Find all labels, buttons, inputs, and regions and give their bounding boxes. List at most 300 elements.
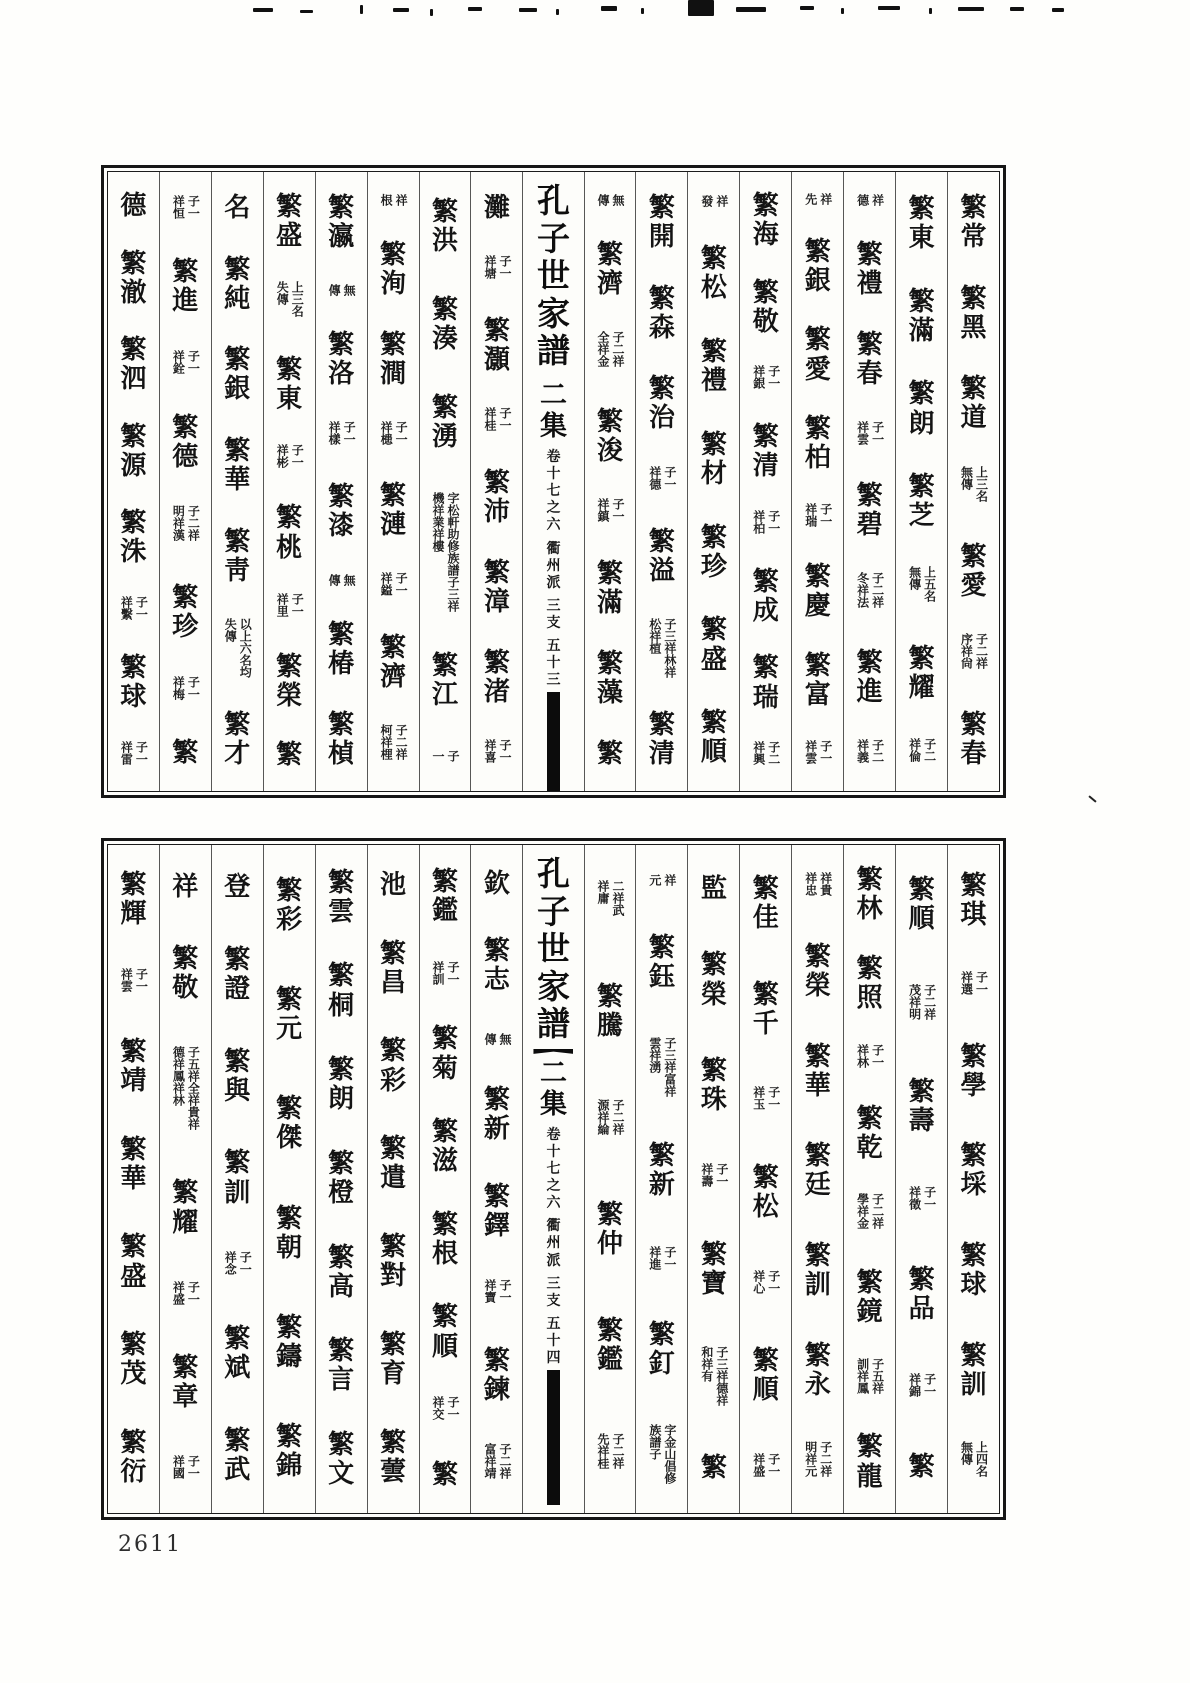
person-name: 繁銀 bbox=[804, 237, 831, 297]
person-name: 繁瑞 bbox=[752, 653, 779, 713]
annotation-note: 子二祥學祥金 bbox=[855, 1193, 885, 1230]
person-name: 繁鑄 bbox=[276, 1312, 303, 1372]
scan-artifact bbox=[1010, 7, 1024, 11]
annotation-note: 子二祥富祥靖 bbox=[482, 1442, 512, 1479]
person-name: 繁順 bbox=[908, 874, 935, 934]
genealogy-column bbox=[108, 845, 159, 1513]
person-name: 繁漆 bbox=[328, 482, 355, 542]
person-name: 繁衍 bbox=[120, 1427, 147, 1488]
person-name: 繁 bbox=[276, 739, 303, 770]
chapter-label: 卷十七之六 bbox=[546, 1126, 561, 1212]
person-name: 繁慶 bbox=[804, 562, 831, 622]
person-name: 繁松 bbox=[700, 243, 727, 304]
genealogy-column bbox=[947, 845, 999, 1513]
scan-artifact bbox=[393, 8, 409, 12]
person-name: 繁鏡 bbox=[856, 1268, 883, 1328]
annotation-note: 子三祥德祥和祥有 bbox=[699, 1346, 729, 1407]
annotation-note: 子二祥義 bbox=[855, 739, 885, 764]
genealogy-column bbox=[843, 172, 895, 791]
annotation-note: 子二祥全祥金 bbox=[595, 330, 625, 367]
person-name: 繁遣 bbox=[380, 1134, 407, 1194]
genealogy-block-bottom bbox=[101, 838, 1006, 1520]
annotation-note: 子一祥壽 bbox=[699, 1163, 729, 1188]
genealogy-column bbox=[315, 845, 367, 1513]
annotation-note: 子一祥徵 bbox=[907, 1186, 937, 1211]
person-name: 繁開 bbox=[648, 193, 675, 253]
person-name: 繁橙 bbox=[328, 1148, 355, 1208]
person-name: 繁榮 bbox=[804, 942, 831, 1002]
genealogy-column bbox=[315, 172, 367, 791]
genealogy-column bbox=[635, 172, 687, 791]
person-name: 繁訓 bbox=[224, 1148, 251, 1208]
annotation-note: 祥發 bbox=[699, 195, 729, 208]
person-name: 監 bbox=[700, 873, 727, 904]
annotation-note: 子二祥明祥元 bbox=[803, 1441, 833, 1478]
person-name: 繁 bbox=[431, 1459, 458, 1490]
annotation-note: 子一祥繫 bbox=[119, 595, 149, 620]
person-name: 繁根 bbox=[431, 1209, 458, 1269]
person-name: 繁言 bbox=[328, 1336, 355, 1396]
genealogy-column bbox=[791, 172, 843, 791]
person-name: 繁海 bbox=[752, 191, 779, 251]
annotation-note: 子一祥選 bbox=[959, 971, 989, 996]
person-name: 繁鈺 bbox=[648, 932, 675, 992]
annotation-note: 子一 bbox=[431, 750, 460, 763]
person-name: 繁靑 bbox=[224, 526, 251, 586]
annotation-note: 子一祥進 bbox=[647, 1245, 677, 1270]
person-name: 繁鍊 bbox=[483, 1345, 510, 1405]
genealogy-column bbox=[584, 845, 636, 1513]
annotation-note: 子一祥雲 bbox=[803, 739, 833, 764]
genealogy-column bbox=[470, 845, 522, 1513]
person-name: 繁松 bbox=[752, 1162, 779, 1223]
person-name: 繁壽 bbox=[908, 1077, 935, 1137]
branch-label: 衢州派 bbox=[546, 1218, 561, 1269]
person-name: 繁敬 bbox=[752, 277, 779, 337]
person-name: 繁品 bbox=[908, 1264, 935, 1324]
person-name: 繁春 bbox=[856, 329, 883, 389]
person-name: 繁碧 bbox=[856, 481, 883, 541]
annotation-note: 子一祥梅 bbox=[171, 675, 201, 700]
person-name: 繁朗 bbox=[328, 1055, 355, 1115]
annotation-note: 字金山倡修族譜子 bbox=[647, 1424, 677, 1485]
genealogy-column bbox=[470, 172, 522, 791]
person-name: 繁椿 bbox=[328, 619, 355, 679]
person-name: 繁武 bbox=[224, 1425, 251, 1485]
person-name: 繁育 bbox=[380, 1330, 407, 1390]
folio-number: 五十三 bbox=[546, 637, 561, 689]
genealogy-column bbox=[687, 172, 739, 791]
scan-artifact bbox=[253, 8, 273, 12]
person-name: 繁珍 bbox=[172, 582, 199, 642]
person-name: 繁洪 bbox=[431, 196, 458, 257]
person-name: 繁靖 bbox=[120, 1037, 147, 1097]
annotation-note: 上五名無傳 bbox=[907, 565, 937, 602]
book-title: 孔子世家譜 bbox=[536, 181, 570, 371]
person-name: 繁芝 bbox=[908, 472, 935, 532]
title-column bbox=[522, 845, 583, 1513]
person-name: 繁盛 bbox=[700, 615, 727, 675]
person-name: 繁清 bbox=[752, 422, 779, 482]
annotation-note: 子一祥雲 bbox=[855, 420, 885, 445]
annotation-note: 子二祥柯祥梩 bbox=[379, 724, 409, 761]
person-name: 繁黑 bbox=[960, 283, 987, 343]
annotation-note: 祥德 bbox=[855, 193, 885, 206]
person-name: 繁進 bbox=[172, 257, 199, 317]
annotation-note: 祥先 bbox=[803, 193, 833, 206]
person-name: 繁千 bbox=[752, 979, 779, 1039]
person-name: 繁桐 bbox=[328, 961, 355, 1021]
annotation-note: 子一祥槵 bbox=[379, 420, 409, 445]
genealogy-column bbox=[211, 172, 263, 791]
person-name: 繁順 bbox=[431, 1302, 458, 1362]
scan-artifact bbox=[360, 5, 363, 14]
person-name: 繁常 bbox=[960, 193, 987, 253]
person-name: 繁榮 bbox=[700, 950, 727, 1010]
person-name: 繁灝 bbox=[483, 315, 510, 375]
annotation-note: 子一祥交 bbox=[431, 1396, 460, 1421]
person-name: 繁廷 bbox=[804, 1141, 831, 1201]
person-name: 繁森 bbox=[648, 283, 675, 343]
person-name: 繁鑑 bbox=[596, 1316, 623, 1376]
person-name: 繁元 bbox=[276, 984, 303, 1044]
person-name: 繁漣 bbox=[380, 481, 407, 541]
person-name: 繁朗 bbox=[908, 379, 935, 439]
person-name: 繁盛 bbox=[120, 1232, 147, 1292]
person-name: 繁清 bbox=[648, 709, 675, 769]
person-name: 繁新 bbox=[648, 1141, 675, 1201]
annotation-note: 子二祥序祥尙 bbox=[959, 633, 989, 670]
person-name: 繁洵 bbox=[380, 239, 407, 299]
annotation-note: 子二祥明祥漢 bbox=[171, 505, 201, 542]
person-name: 繁純 bbox=[224, 254, 251, 314]
person-name: 繁斌 bbox=[224, 1323, 251, 1384]
genealogy-column bbox=[367, 172, 419, 791]
annotation-note: 無傳 bbox=[482, 1033, 512, 1046]
annotation-note: 子一祥德 bbox=[647, 465, 677, 490]
person-name: 繁滋 bbox=[431, 1117, 458, 1177]
scan-artifact bbox=[878, 6, 900, 10]
annotation-note: 子二祥茂祥明 bbox=[907, 983, 937, 1020]
person-name: 繁球 bbox=[960, 1240, 987, 1301]
person-name: 繁珠 bbox=[700, 1056, 727, 1116]
person-name: 繁訓 bbox=[960, 1340, 987, 1400]
annotation-note: 子一祥喜 bbox=[482, 739, 512, 764]
annotation-note: 子一祥念 bbox=[223, 1251, 253, 1276]
annotation-note: 子三祥富祥雲祥湧 bbox=[647, 1037, 677, 1098]
annotation-note: 上三名無傳 bbox=[959, 465, 989, 502]
annotation-note: 子一祥盛 bbox=[751, 1453, 781, 1478]
person-name: 繁華 bbox=[120, 1134, 147, 1194]
annotation-note: 子一祥訓 bbox=[431, 960, 460, 985]
person-name: 繁桃 bbox=[276, 503, 303, 563]
person-name: 繁乾 bbox=[856, 1103, 883, 1163]
scan-artifact bbox=[1088, 795, 1096, 802]
annotation-note: 上四名無傳 bbox=[959, 1441, 989, 1478]
person-name: 繁成 bbox=[752, 566, 779, 627]
person-name: 繁志 bbox=[483, 936, 510, 996]
person-name: 繁與 bbox=[224, 1046, 251, 1106]
genealogy-block-bottom-columns bbox=[107, 844, 1000, 1514]
person-name: 繁順 bbox=[700, 708, 727, 768]
person-name: 繁榮 bbox=[276, 651, 303, 711]
genealogy-column bbox=[947, 172, 999, 791]
person-name: 繁敬 bbox=[172, 943, 199, 1003]
annotation-note: 子一祥彬 bbox=[275, 444, 305, 469]
scan-artifact bbox=[468, 7, 482, 11]
scan-artifact bbox=[736, 7, 766, 12]
annotation-note: 祥根 bbox=[379, 193, 409, 206]
person-name: 繁寶 bbox=[700, 1239, 727, 1299]
person-name: 繁球 bbox=[120, 653, 147, 713]
person-name: 繁仲 bbox=[596, 1200, 623, 1260]
person-name: 繁文 bbox=[328, 1429, 355, 1490]
person-name: 繁耀 bbox=[908, 644, 935, 704]
person-name: 繁昌 bbox=[380, 938, 407, 998]
column-end-bar bbox=[547, 1370, 560, 1505]
person-name: 繁彩 bbox=[380, 1036, 407, 1096]
person-name: 繁東 bbox=[276, 355, 303, 415]
annotation-note: 祥元 bbox=[647, 873, 677, 886]
person-name: 繁新 bbox=[483, 1085, 510, 1145]
page-number: 2611 bbox=[118, 1532, 182, 1557]
annotation-note: 子二祥冬祥法 bbox=[855, 572, 885, 609]
genealogy-column bbox=[419, 172, 471, 791]
annotation-note: 子一祥寶 bbox=[482, 1278, 512, 1303]
person-name: 繁傑 bbox=[276, 1094, 303, 1154]
annotation-note: 子五祥全祥貴祥德祥鳳祥林 bbox=[171, 1046, 201, 1131]
person-name: 繁禮 bbox=[700, 336, 727, 396]
person-name: 繁東 bbox=[908, 194, 935, 254]
annotation-note: 子一祥雲 bbox=[119, 968, 149, 993]
person-name: 繁江 bbox=[431, 650, 458, 711]
annotation-note: 以上六名均失傳 bbox=[223, 618, 253, 679]
annotation-note: 無傳 bbox=[595, 193, 625, 206]
genealogy-column bbox=[263, 845, 315, 1513]
person-name: 繁龍 bbox=[856, 1432, 883, 1492]
annotation-note: 子一祥盛 bbox=[171, 1280, 201, 1305]
person-name: 名 bbox=[224, 193, 251, 224]
scan-artifact bbox=[929, 8, 932, 14]
person-name: 祥 bbox=[172, 871, 199, 902]
sub-branch-label: 三支 bbox=[546, 597, 561, 631]
person-name: 繁禮 bbox=[856, 239, 883, 299]
person-name: 繁埰 bbox=[960, 1141, 987, 1201]
scan-artifact bbox=[841, 8, 844, 14]
scan-artifact bbox=[300, 10, 313, 13]
annotation-note: 子二祥先祥桂 bbox=[595, 1433, 625, 1470]
annotation-note: 子二祥倫 bbox=[907, 737, 937, 762]
annotation-note: 子一祥瑞 bbox=[803, 503, 833, 528]
annotation-note: 子一祥銀 bbox=[751, 365, 781, 390]
scan-artifact bbox=[519, 8, 537, 12]
genealogy-block-top bbox=[101, 165, 1006, 798]
person-name: 繁瀛 bbox=[328, 192, 355, 253]
person-name: 繁漳 bbox=[483, 557, 510, 617]
person-name: 繁澈 bbox=[120, 248, 147, 308]
person-name: 繁溢 bbox=[648, 526, 675, 586]
person-name: 繁洙 bbox=[120, 508, 147, 568]
annotation-note: 子一祥玉 bbox=[751, 1086, 781, 1111]
annotation-note: 子一祥林 bbox=[855, 1043, 885, 1068]
scan-artifact bbox=[601, 6, 617, 11]
annotation-note: 子一祥樣 bbox=[327, 421, 357, 446]
genealogy-column bbox=[263, 172, 315, 791]
person-name: 繁濟 bbox=[380, 633, 407, 693]
person-name: 繁泗 bbox=[120, 335, 147, 395]
person-name: 繁輝 bbox=[120, 869, 147, 929]
person-name: 繁珍 bbox=[700, 522, 727, 582]
person-name: 繁章 bbox=[172, 1352, 199, 1413]
annotation-note: 子一祥心 bbox=[751, 1269, 781, 1294]
person-name: 繁楨 bbox=[328, 709, 355, 769]
annotation-note: 子一祥雷 bbox=[119, 740, 149, 765]
genealogy-column bbox=[108, 172, 159, 791]
annotation-note: 子二祥興 bbox=[751, 740, 781, 765]
annotation-note: 子五祥訓祥鳳 bbox=[855, 1357, 885, 1394]
genealogy-column bbox=[635, 845, 687, 1513]
person-name: 繁華 bbox=[804, 1041, 831, 1101]
person-name: 繁騰 bbox=[596, 981, 623, 1041]
scan-artifact bbox=[641, 8, 644, 14]
scan-artifact bbox=[556, 9, 559, 15]
person-name: 繁愛 bbox=[960, 541, 987, 601]
person-name: 繁湧 bbox=[431, 393, 458, 453]
person-name: 繁盛 bbox=[276, 192, 303, 252]
person-name: 繁高 bbox=[328, 1242, 355, 1302]
person-name: 繁沛 bbox=[483, 467, 510, 527]
genealogy-column bbox=[895, 172, 947, 791]
book-title: 孔子世家譜 bbox=[536, 854, 570, 1044]
annotation-note: 子一祥銓 bbox=[171, 350, 201, 374]
scan-artifact bbox=[1052, 8, 1064, 12]
column-end-bar bbox=[547, 692, 560, 791]
volume-label: 二集 bbox=[539, 380, 567, 443]
annotation-note: 子一祥鎮 bbox=[595, 497, 625, 522]
person-name: 繁彩 bbox=[276, 875, 303, 935]
person-name: 繁耀 bbox=[172, 1178, 199, 1238]
genealogy-column bbox=[791, 845, 843, 1513]
person-name: 繁富 bbox=[804, 650, 831, 710]
person-name: 池 bbox=[380, 869, 407, 900]
person-name: 德 bbox=[120, 191, 147, 222]
branch-label: 衢州派 bbox=[546, 540, 561, 591]
person-name: 繁銀 bbox=[224, 345, 251, 405]
genealogy-column bbox=[739, 845, 791, 1513]
annotation-note: 字松軒助修族譜子三祥機祥業祥樓 bbox=[431, 492, 460, 613]
annotation-note: 子一祥里 bbox=[275, 592, 305, 617]
person-name: 繁鐸 bbox=[483, 1181, 510, 1241]
person-name: 繁訓 bbox=[804, 1240, 831, 1301]
person-name: 繁 bbox=[908, 1452, 935, 1483]
annotation-note: 子二祥源祥綸 bbox=[595, 1098, 625, 1135]
genealogy-column bbox=[367, 845, 419, 1513]
person-name: 繁琪 bbox=[960, 870, 987, 930]
annotation-note: 子三祥林祥松祥植 bbox=[647, 618, 677, 679]
person-name: 繁菊 bbox=[431, 1024, 458, 1084]
person-name: 繁進 bbox=[856, 648, 883, 708]
folio-number: 五十四 bbox=[546, 1315, 561, 1366]
sub-branch-label: 三支 bbox=[546, 1275, 561, 1309]
person-name: 繁釘 bbox=[648, 1319, 675, 1380]
person-name: 繁佳 bbox=[752, 873, 779, 933]
annotation-note: 子一祥柏 bbox=[751, 509, 781, 534]
person-name: 繁 bbox=[596, 738, 623, 769]
annotation-note: 子一祥國 bbox=[171, 1455, 201, 1480]
genealogy-column bbox=[739, 172, 791, 791]
person-name: 繁洛 bbox=[328, 330, 355, 390]
person-name: 欽 bbox=[483, 869, 510, 899]
genealogy-column bbox=[843, 845, 895, 1513]
annotation-note: 子一祥塘 bbox=[482, 254, 512, 279]
annotation-note: 子一祥錦 bbox=[907, 1373, 937, 1398]
person-name: 繁照 bbox=[856, 954, 883, 1014]
annotation-note: 無傳 bbox=[327, 573, 357, 586]
annotation-note: 無傳 bbox=[327, 284, 357, 297]
person-name: 登 bbox=[224, 871, 251, 902]
scan-artifact bbox=[800, 6, 814, 10]
annotation-note: 子一祥鎰 bbox=[379, 572, 409, 597]
person-name: 繁藻 bbox=[596, 648, 623, 708]
annotation-note: 二祥武祥庸 bbox=[595, 879, 625, 916]
genealogy-column bbox=[687, 845, 739, 1513]
genealogy-column bbox=[159, 172, 211, 791]
person-name: 繁學 bbox=[960, 1041, 987, 1101]
annotation-note: 子一祥桂 bbox=[482, 406, 512, 431]
person-name: 繁湊 bbox=[431, 294, 458, 355]
genealogy-column bbox=[159, 845, 211, 1513]
person-name: 繁雲 bbox=[328, 867, 355, 927]
person-name: 繁 bbox=[172, 738, 199, 769]
person-name: 繁錦 bbox=[276, 1422, 303, 1482]
person-name: 繁永 bbox=[804, 1340, 831, 1400]
person-name: 繁茂 bbox=[120, 1330, 147, 1390]
annotation-note: 祥貴祥忠 bbox=[803, 871, 833, 896]
genealogy-block-top-columns bbox=[107, 171, 1000, 792]
person-name: 繁渚 bbox=[483, 647, 510, 708]
person-name: 繁蕓 bbox=[380, 1427, 407, 1487]
person-name: 繁對 bbox=[380, 1232, 407, 1292]
scan-artifact bbox=[430, 9, 433, 16]
person-name: 繁朝 bbox=[276, 1203, 303, 1263]
genealogy-column bbox=[211, 845, 263, 1513]
person-name: 繁柏 bbox=[804, 413, 831, 473]
annotation-note: 上三名失傳 bbox=[275, 281, 305, 318]
genealogy-column bbox=[584, 172, 636, 791]
scan-artifact bbox=[688, 0, 714, 16]
person-name: 繁浚 bbox=[596, 406, 623, 466]
person-name: 繁濟 bbox=[596, 239, 623, 299]
person-name: 繁材 bbox=[700, 429, 727, 489]
genealogy-column bbox=[419, 845, 471, 1513]
person-name: 繁順 bbox=[752, 1346, 779, 1406]
person-name: 繁源 bbox=[120, 421, 147, 481]
person-name: 繁鑑 bbox=[431, 867, 458, 927]
title-column bbox=[522, 172, 583, 791]
person-name: 繁愛 bbox=[804, 325, 831, 385]
fishtail-ornament-icon bbox=[533, 1049, 573, 1054]
scan-artifact bbox=[958, 7, 984, 11]
person-name: 繁滿 bbox=[596, 558, 623, 618]
person-name: 繁林 bbox=[856, 865, 883, 925]
person-name: 繁春 bbox=[960, 709, 987, 769]
person-name: 繁才 bbox=[224, 709, 251, 769]
person-name: 繁道 bbox=[960, 374, 987, 434]
person-name: 繁華 bbox=[224, 435, 251, 496]
person-name: 繁澗 bbox=[380, 329, 407, 389]
volume-label: 二集 bbox=[539, 1057, 567, 1120]
person-name: 繁 bbox=[700, 1453, 727, 1484]
